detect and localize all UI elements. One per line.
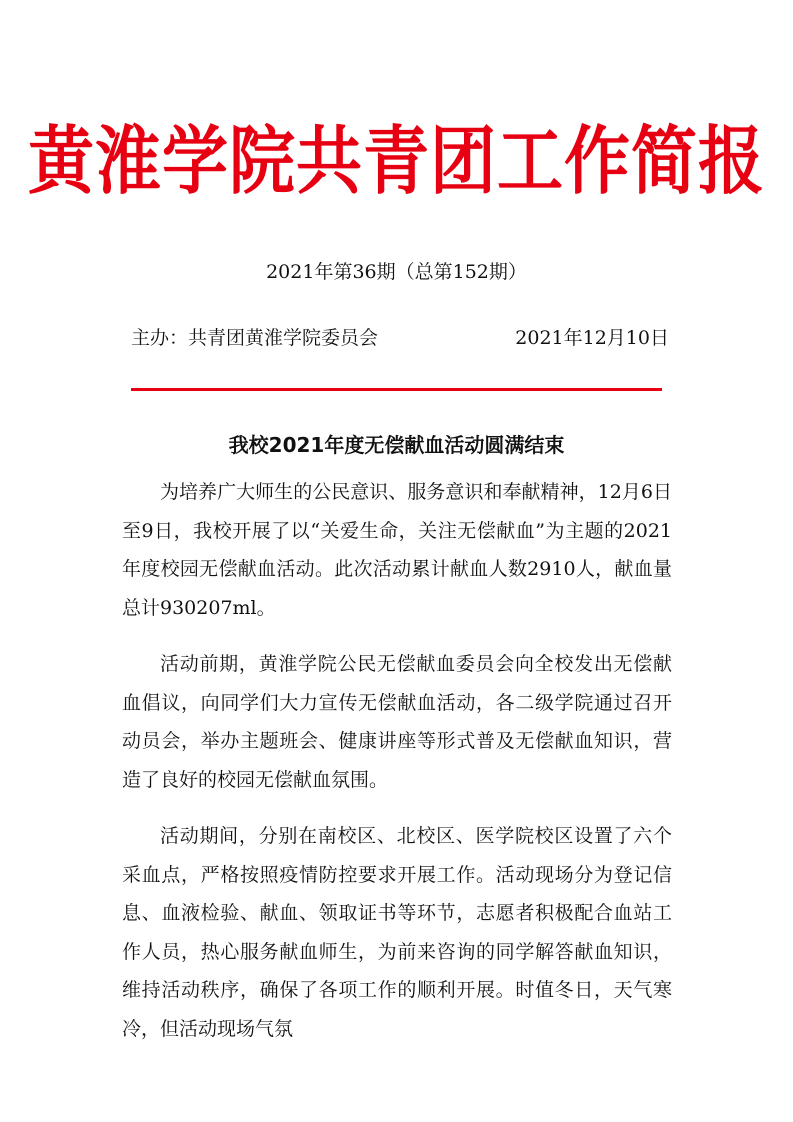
masthead-title: 黄淮学院共青团工作简报	[28, 118, 765, 205]
article-body	[122, 473, 672, 1066]
article-paragraph: 活动期间，分别在南校区、北校区、医学院校区设置了六个采血点，严格按照疫情防控要求开展工作。活动现场分为登记信息、血液检验、献血、领取证书等环节，志愿者积极配合血站工作人员，热心服务献血师生，为前来咨询的同学解答献血知识，维持活动秩序，确保了各项工作的顺利开展。时值冬日，天气寒冷，但活动现场气氛	[122, 825, 672, 1040]
sponsor-label: 主办：共青团黄淮学院委员会	[131, 327, 379, 349]
issue-number: 2021年第36期（总第152期）	[266, 261, 527, 283]
article-title: 我校2021年度无偿献血活动圆满结束	[228, 433, 565, 457]
red-divider	[131, 388, 662, 391]
article-paragraph: 活动前期，黄淮学院公民无偿献血委员会向全校发出无偿献血倡议，向同学们大力宣传无偿献血活动，各二级学院通过召开动员会，举办主题班会、健康讲座等形式普及无偿献血知识，营造了良好的校园无偿献血氛围。	[122, 653, 672, 791]
article-paragraph: 为培养广大师生的公民意识、服务意识和奉献精神，12月6日至9日，我校开展了以“关爱生命，关注无偿献血”为主题的2021年度校园无偿献血活动。此次活动累计献血人数2910人，献血量总计930207ml。	[122, 481, 672, 619]
issue-date: 2021年12月10日	[515, 327, 669, 349]
